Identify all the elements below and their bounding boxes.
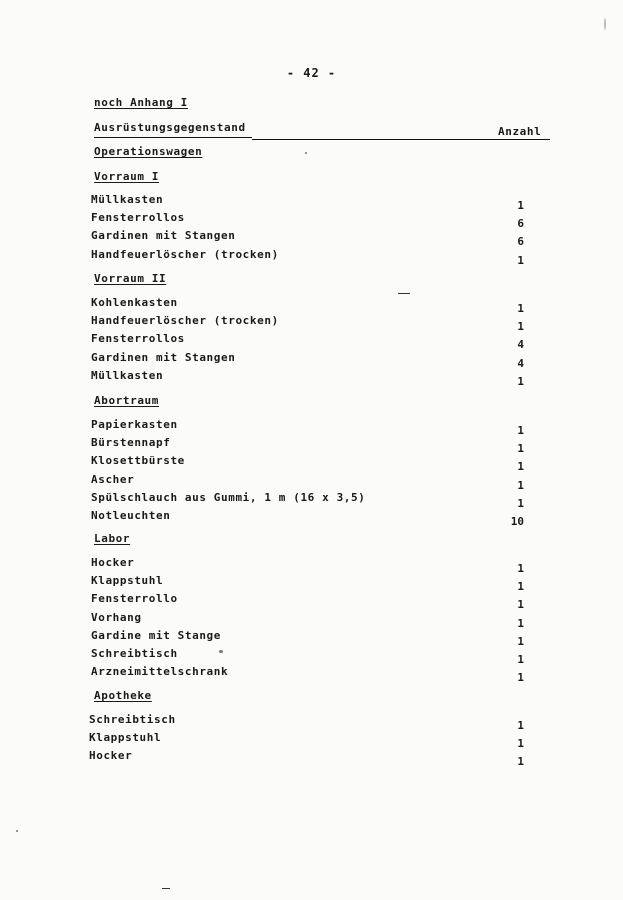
item-quantity: 1 <box>517 374 524 388</box>
item-name: Vorhang <box>91 610 142 624</box>
item-name: Gardinen mit Stangen <box>91 229 236 243</box>
item-name: Klappstuhl <box>89 731 162 745</box>
item-name: Hocker <box>89 749 133 763</box>
item-quantity: 1 <box>517 478 524 492</box>
scan-speck <box>16 830 18 832</box>
item-name: Schreibtisch <box>91 647 178 660</box>
scan-speck <box>305 152 307 154</box>
item-quantity: 1 <box>517 460 524 474</box>
item-name: Klosettbürste <box>91 454 185 468</box>
page-number: - 42 - <box>286 66 337 80</box>
scan-speck <box>604 18 606 30</box>
item-quantity: 1 <box>517 580 524 594</box>
item-name: Papierkasten <box>91 418 178 431</box>
item-quantity: 6 <box>517 235 524 249</box>
item-name: Fensterrollos <box>91 332 185 346</box>
item-quantity: 4 <box>517 338 524 352</box>
item-name: Gardine mit Stange <box>91 628 222 642</box>
section-title-vorraum-ii: Vorraum II <box>94 272 167 285</box>
section-title-abortraum: Abortraum <box>94 394 160 407</box>
item-quantity: 1 <box>517 320 524 334</box>
item-name: Klappstuhl <box>91 574 164 588</box>
item-name: Kohlenkasten <box>91 296 178 309</box>
item-quantity: 6 <box>517 217 524 231</box>
item-quantity: 1 <box>517 424 524 437</box>
item-name: Müllkasten <box>91 193 164 206</box>
item-name: Handfeuerlöscher (trocken) <box>91 247 279 261</box>
item-quantity: 1 <box>517 598 524 612</box>
column-header-count: Anzahl <box>498 125 542 138</box>
item-name: Gardinen mit Stangen <box>91 350 236 364</box>
header-underline-count <box>252 139 550 140</box>
scan-mark <box>398 293 410 294</box>
item-quantity: 1 <box>517 302 524 315</box>
item-quantity: 1 <box>517 562 524 575</box>
item-name: Bürstennapf <box>91 436 171 450</box>
column-header-item: Ausrüstungsgegenstand <box>94 121 246 134</box>
scan-mark <box>162 888 170 889</box>
section-title-apotheke: Apotheke <box>94 689 152 702</box>
item-name: Ascher <box>91 472 135 486</box>
main-section-title: Operationswagen <box>94 145 203 158</box>
item-quantity: 1 <box>517 671 524 685</box>
scan-speck <box>219 650 223 653</box>
item-quantity: 1 <box>517 737 524 751</box>
section-title-labor: Labor <box>94 532 131 545</box>
item-name: Schreibtisch <box>89 713 176 726</box>
item-name: Spülschlauch aus Gummi, 1 m (16 x 3,5) <box>91 490 366 504</box>
item-quantity: 1 <box>517 496 524 510</box>
item-name: Fensterrollos <box>91 211 185 225</box>
item-quantity: 1 <box>517 616 524 630</box>
item-name: Müllkasten <box>91 368 164 382</box>
item-name: Hocker <box>91 556 135 569</box>
item-quantity: 1 <box>517 253 524 267</box>
item-name: Fensterrollo <box>91 592 178 606</box>
item-quantity: 1 <box>517 755 524 769</box>
item-quantity: 1 <box>517 653 524 666</box>
item-quantity: 10 <box>510 515 524 528</box>
item-quantity: 1 <box>517 199 524 212</box>
item-name: Notleuchten <box>91 509 171 522</box>
section-title-vorraum-i: Vorraum I <box>94 170 160 183</box>
item-quantity: 4 <box>517 356 524 370</box>
header-underline-item <box>94 137 252 138</box>
item-quantity: 1 <box>517 442 524 456</box>
item-name: Arzneimittelschrank <box>91 665 229 679</box>
item-quantity: 1 <box>517 719 524 732</box>
appendix-title: noch Anhang I <box>94 96 188 109</box>
item-name: Handfeuerlöscher (trocken) <box>91 314 279 328</box>
item-quantity: 1 <box>517 634 524 648</box>
